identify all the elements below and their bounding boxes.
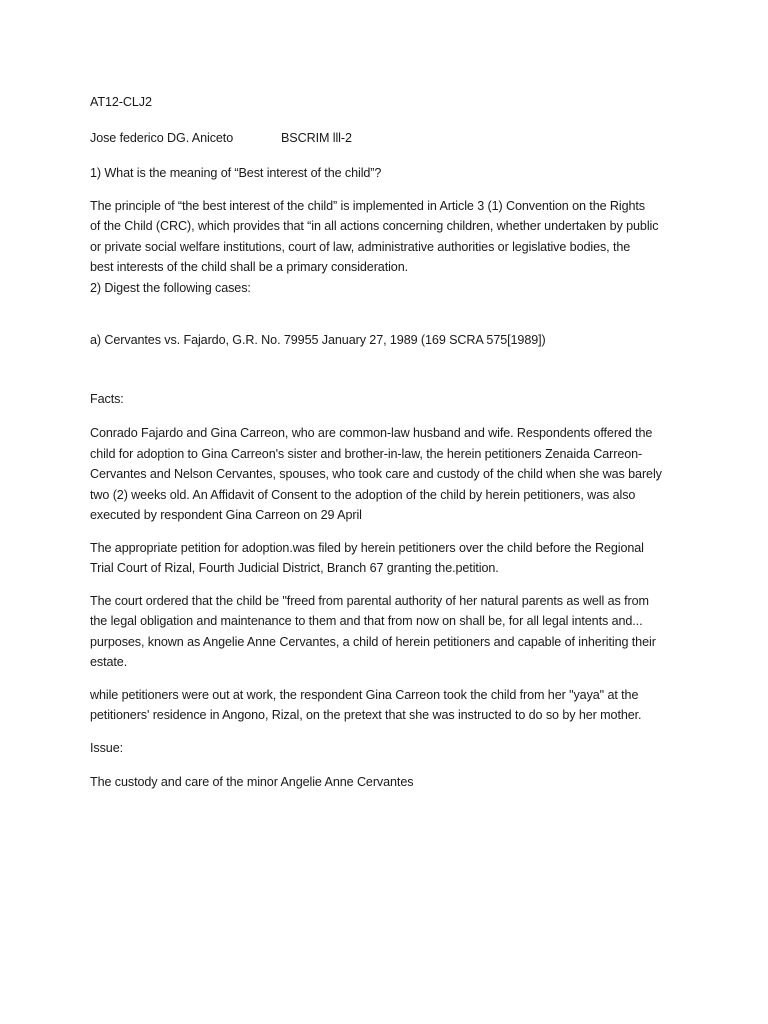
facts-line: the legal obligation and maintenance to them and that from now on shall be, for all legal intents and... [90,614,643,628]
facts-line: purposes, known as Angelie Anne Cervantes, a child of herein petitioners and capable of inheriting their [90,634,656,649]
facts-paragraph [90,685,690,726]
answer-1-line: or private social welfare institutions, court of law, administrative authorities or legislative bodies, the [90,239,631,254]
facts-line: two (2) weeks old. An Affidavit of Consent to the adoption of the child by herein petitioners, was also [90,487,636,502]
facts-line: executed by respondent Gina Carreon on 29 April [90,508,362,522]
facts-line: The appropriate petition for adoption.was filed by herein petitioners over the child before the Regional [90,540,644,555]
student-section: BSCRIM lll-2 [281,130,352,145]
answer-1-line: best interests of the child shall be a primary consideration. [90,260,409,274]
issue-heading: Issue: [90,740,123,755]
question-2: 2) Digest the following cases: [90,280,251,295]
answer-1-line: The principle of “the best interest of the child” is implemented in Article 3 (1) Convention on the Rights [90,198,646,213]
document-body [90,92,690,793]
facts-paragraph [90,423,690,526]
facts-line: Trial Court of Rizal, Fourth Judicial District, Branch 67 granting the.petition. [90,561,499,575]
course-code: AT12-CLJ2 [90,95,152,109]
facts-heading: Facts: [90,391,124,406]
facts-line: Cervantes and Nelson Cervantes, spouses, who took care and custody of the child when she was barely [90,467,662,481]
answer-1-line: of the Child (CRC), which provides that “in all actions concerning children, whether undertaken by public [90,219,659,233]
facts-line: The court ordered that the child be "freed from parental authority of her natural parents as well as from [90,593,649,608]
issue-text: The custody and care of the minor Angelie Anne Cervantes [90,775,414,789]
case-a-title: a) Cervantes vs. Fajardo, G.R. No. 79955 January 27, 1989 (169 SCRA 575[1989]) [90,333,546,347]
facts-line: Conrado Fajardo and Gina Carreon, who are common-law husband and wife. Respondents offered the [90,426,653,440]
student-info-row [90,128,690,149]
facts-line: estate. [90,655,128,669]
facts-line: petitioners' residence in Angono, Rizal, on the pretext that she was instructed to do so by her mother. [90,708,642,722]
facts-line: child for adoption to Gina Carreon's sister and brother-in-law, the herein petitioners Zenaida Carreon- [90,446,643,461]
facts-paragraph [90,538,690,579]
answer-1 [90,196,690,278]
student-name: Jose federico DG. Aniceto [90,130,234,145]
facts-paragraph [90,591,690,673]
facts-line: while petitioners were out at work, the respondent Gina Carreon took the child from her "yaya" at the [90,687,639,702]
question-1: 1) What is the meaning of “Best interest of the child”? [90,166,382,180]
